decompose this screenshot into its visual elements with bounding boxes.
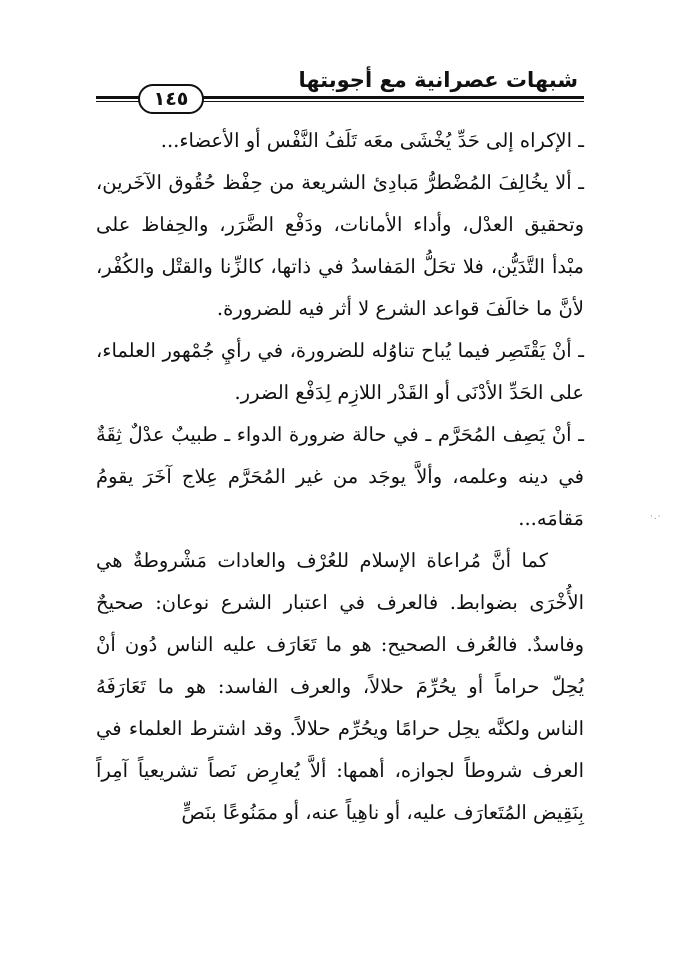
running-header-title: شبهات عصرانية مع أجوبتها: [298, 68, 578, 92]
page-number: ١٤٥: [138, 84, 204, 114]
paragraph-condition-no-violation: ـ ألا يخُالِفَ المُضْطرُّ مَبادِئ الشريعة من حِفْظ حُقُوق الآخَرين، وتحقيق العدْل، وأداء الأمانات، ودَفْع الضَّرَر، والحِفاظ على مبْدأ التَّدَيُّن، فلا تحَلُّ المَفاسدُ في ذاتها، كالزِّنا والقتْل والكُفْر، لأنَّ ما خالَفَ قواعد الشرع لا أثر فيه للضرورة.: [96, 171, 584, 320]
paragraph-custom-conditions: كما أنَّ مُراعاة الإسلام للعُرْف والعادات مَشْروطةٌ هي الأُخْرَى بضوابط. فالعرف في اعتبار الشرع نوعان: صحيحٌ وفاسدٌ. فالعُرف الصحيح: هو ما تَعَارَف عليه الناس دُون أنْ يُحِلّ حراماً أو يحُرِّمَ حلالاً، والعرف الفاسد: هو ما تَعَارَفَهُ الناس ولكنَّه يحِل حرامًا ويحُرِّم حلالاً. وقد اشترط العلماء في العرف شروطاً لجوازه، أهمها: ألاَّ يُعارِض نَصاً تشريعياً آمِراً بِنَقِيض المُتَعارَف عليه، أو ناهِياً عنه، أو ممَنُوعًا بنَصٍّ: [96, 549, 584, 824]
paragraph-condition-minimum: ـ أنْ يَقْتَصِر فيما يُباح تناوُله للضرورة، في رأيِ جُمْهور العلماء، على الحَدِّ الأدْنَى أو القَدْر اللازِم لِدَفْع الضرر.: [96, 339, 584, 404]
paragraph-condition-medicine: ـ أنْ يَصِف المُحَرَّم ـ في حالة ضرورة الدواء ـ طبيبٌ عدْلٌ ثِقَةٌ في دينه وعلمه، وألاَّ يوجَد من غير المُحَرَّم عِلاج آخَرَ يقومُ مَقامَه...: [96, 423, 584, 530]
margin-mark: ·.·: [650, 512, 662, 522]
body-text: [96, 120, 584, 834]
paragraph-condition-coercion: ـ الإكراه إلى حَدِّ يُخْشَى معَه تَلَفُ النَّفْس أو الأعضاء...: [160, 129, 584, 152]
